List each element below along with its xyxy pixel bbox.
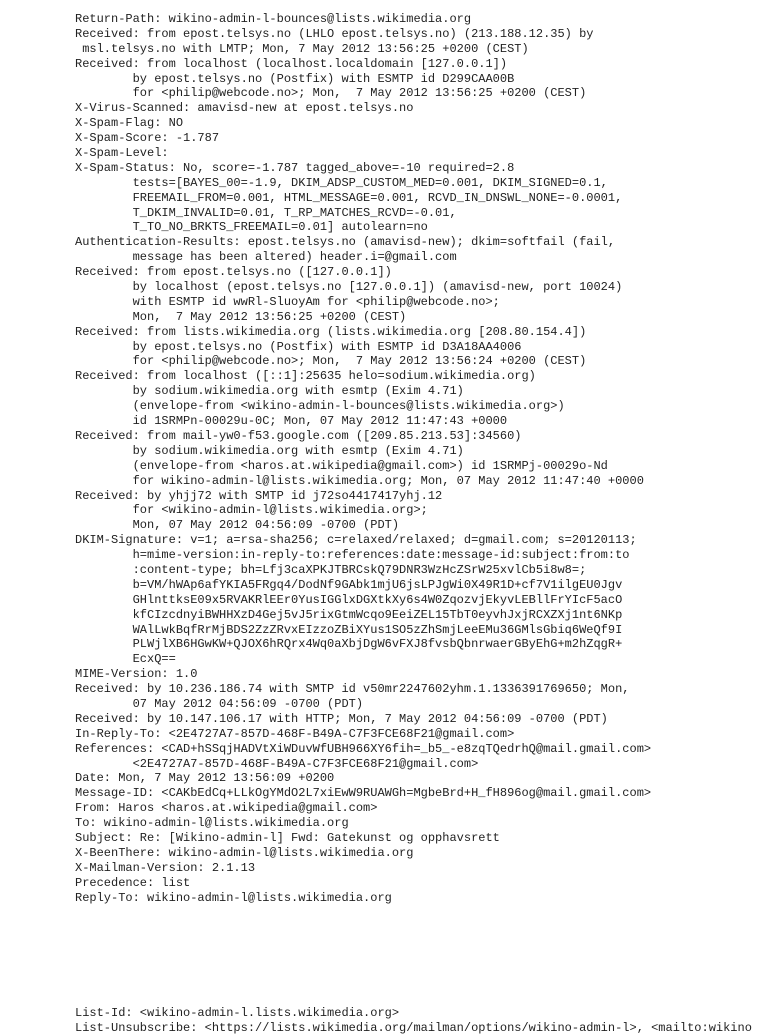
header-line: (envelope-from <haros.at.wikipedia@gmail.com>) id 1SRMPj-00029o-Nd: [75, 458, 608, 473]
header-line: Received: by 10.147.106.17 with HTTP; Mon, 7 May 2012 04:56:09 -0700 (PDT): [75, 711, 608, 726]
header-line: Reply-To: wikino-admin-l@lists.wikimedia.org: [75, 890, 392, 905]
header-line: Date: Mon, 7 May 2012 13:56:09 +0200: [75, 771, 335, 786]
header-line: h=mime-version:in-reply-to:references:date:message-id:subject:from:to: [75, 548, 630, 563]
header-line: Mon, 7 May 2012 13:56:25 +0200 (CEST): [75, 309, 407, 324]
header-line: X-BeenThere: wikino-admin-l@lists.wikimedia.org: [75, 845, 414, 860]
header-line: X-Spam-Flag: NO: [75, 116, 184, 131]
header-line: DKIM-Signature: v=1; a=rsa-sha256; c=relaxed/relaxed; d=gmail.com; s=20120113;: [75, 533, 637, 548]
header-line: Received: by yhjj72 with SMTP id j72so4417417yhj.12: [75, 488, 443, 503]
header-line: GHlnttksE09x5RVAKRlEEr0YusIGGlxDGXtkXy6s4W0ZqozvjEkyvLEBllFrYIcF5acO: [75, 592, 623, 607]
email-header-block: [75, 12, 651, 905]
header-line: by sodium.wikimedia.org with esmtp (Exim 4.71): [75, 443, 464, 458]
header-line: Mon, 07 May 2012 04:56:09 -0700 (PDT): [75, 518, 400, 533]
header-line: tests=[BAYES_00=-1.9, DKIM_ADSP_CUSTOM_MED=0.001, DKIM_SIGNED=0.1,: [75, 175, 608, 190]
header-line: Precedence: list: [75, 875, 191, 890]
header-line: From: Haros <haros.at.wikipedia@gmail.com>: [75, 801, 378, 816]
header-line: kfCIzcdnyiBWHHXzD4Gej5vJ5rixGtmWcqo9EeiZEL15TbT0eyvhJxjRCXZXj1nt6NKp: [75, 607, 623, 622]
header-line: id 1SRMPn-00029u-0C; Mon, 07 May 2012 11:47:43 +0000: [75, 414, 508, 429]
header-line: PLWjlXB6HGwKW+QJOX6hRQrx4Wq0aXbjDgW6vFXJ8fvsbQbnrwaerGByEhG+m2hZqgR+: [75, 637, 623, 652]
header-line: for <philip@webcode.no>; Mon, 7 May 2012 13:56:24 +0200 (CEST): [75, 354, 587, 369]
header-line: by epost.telsys.no (Postfix) with ESMTP id D299CAA00B: [75, 71, 515, 86]
header-line: with ESMTP id wwRl-SluoyAm for <philip@webcode.no>;: [75, 294, 500, 309]
header-line: Authentication-Results: epost.telsys.no (amavisd-new); dkim=softfail (fail,: [75, 235, 616, 250]
header-line: Return-Path: wikino-admin-l-bounces@lists.wikimedia.org: [75, 12, 472, 26]
header-line: Received: from mail-yw0-f53.google.com ([209.85.213.53]:34560): [75, 428, 522, 443]
header-line: Message-ID: <CAKbEdCq+LLkOgYMdO2L7xiEwW9RUAWGh=MgbeBrd+H_fH896og@mail.gmail.com>: [75, 786, 652, 801]
header-line: In-Reply-To: <2E4727A7-857D-468F-B49A-C7F3FCE68F21@gmail.com>: [75, 726, 515, 741]
header-line: for wikino-admin-l@lists.wikimedia.org; Mon, 07 May 2012 11:47:40 +0000: [75, 473, 644, 488]
list-id-header: List-Id: <wikino-admin-l.lists.wikimedia.org>: [75, 1006, 400, 1020]
header-line: FREEMAIL_FROM=0.001, HTML_MESSAGE=0.001, RCVD_IN_DNSWL_NONE=-0.0001,: [75, 190, 623, 205]
partial-header-line: List-Unsubscribe: <https://lists.wikimedia.org/mailman/options/wikino-admin-l>, <mailto:wikino: [75, 1021, 752, 1035]
header-line: (envelope-from <wikino-admin-l-bounces@lists.wikimedia.org>): [75, 399, 565, 414]
header-line: T_DKIM_INVALID=0.01, T_RP_MATCHES_RCVD=-0.01,: [75, 205, 457, 220]
header-line: X-Virus-Scanned: amavisd-new at epost.telsys.no: [75, 101, 414, 116]
header-line: :content-type; bh=Lfj3caXPKJTBRCskQ79DNR3WzHcZSrW25xvlCb5i8w8=;: [75, 562, 587, 577]
header-line: b=VM/hWAp6afYKIA5FRgq4/DodNf9GAbk1mjU6jsLPJgWi0X49R1D+cf7V1ilgEU0Jgv: [75, 577, 623, 592]
header-line: To: wikino-admin-l@lists.wikimedia.org: [75, 816, 349, 831]
header-line: X-Spam-Level:: [75, 146, 169, 161]
header-line: 07 May 2012 04:56:09 -0700 (PDT): [75, 696, 364, 711]
header-line: WAlLwkBqfRrMjBDS2ZzZRvxEIzzoZBiXYus1SO5zZhSmjLeeEMu36GMlsGbiq6WeQf9I: [75, 622, 623, 637]
header-line: X-Mailman-Version: 2.1.13: [75, 860, 256, 875]
header-line: EcxQ==: [75, 652, 176, 667]
header-line: References: <CAD+hSSqjHADVtXiWDuvWfUBH966XY6fih=_b5_-e8zqTQedrhQ@mail.gmail.com>: [75, 741, 652, 756]
header-line: Received: from epost.telsys.no ([127.0.0.1]): [75, 265, 392, 280]
header-line: Subject: Re: [Wikino-admin-l] Fwd: Gatekunst og opphavsrett: [75, 830, 500, 845]
header-line: X-Spam-Score: -1.787: [75, 131, 220, 146]
header-line: Received: from localhost ([::1]:25635 helo=sodium.wikimedia.org): [75, 369, 536, 384]
header-line: by localhost (epost.telsys.no [127.0.0.1]) (amavisd-new, port 10024): [75, 280, 623, 295]
header-line: Received: by 10.236.186.74 with SMTP id v50mr2247602yhm.1.1336391769650; Mon,: [75, 682, 630, 697]
header-line: X-Spam-Status: No, score=-1.787 tagged_above=-10 required=2.8: [75, 160, 515, 175]
header-line: Received: from lists.wikimedia.org (lists.wikimedia.org [208.80.154.4]): [75, 324, 587, 339]
header-line: by sodium.wikimedia.org with esmtp (Exim 4.71): [75, 384, 464, 399]
header-line: Received: from epost.telsys.no (LHLO epost.telsys.no) (213.188.12.35) by: [75, 26, 594, 41]
header-line: message has been altered) header.i=@gmail.com: [75, 250, 457, 265]
header-line: T_TO_NO_BRKTS_FREEMAIL=0.01] autolearn=no: [75, 220, 428, 235]
header-line: for <wikino-admin-l@lists.wikimedia.org>;: [75, 503, 428, 518]
header-line: by epost.telsys.no (Postfix) with ESMTP id D3A18AA4006: [75, 339, 522, 354]
header-line: MIME-Version: 1.0: [75, 667, 198, 682]
header-line: msl.telsys.no with LMTP; Mon, 7 May 2012 13:56:25 +0200 (CEST): [75, 41, 529, 56]
header-line: for <philip@webcode.no>; Mon, 7 May 2012 13:56:25 +0200 (CEST): [75, 86, 587, 101]
header-line: <2E4727A7-857D-468F-B49A-C7F3FCE68F21@gmail.com>: [75, 756, 479, 771]
header-line: Received: from localhost (localhost.localdomain [127.0.0.1]): [75, 56, 508, 71]
